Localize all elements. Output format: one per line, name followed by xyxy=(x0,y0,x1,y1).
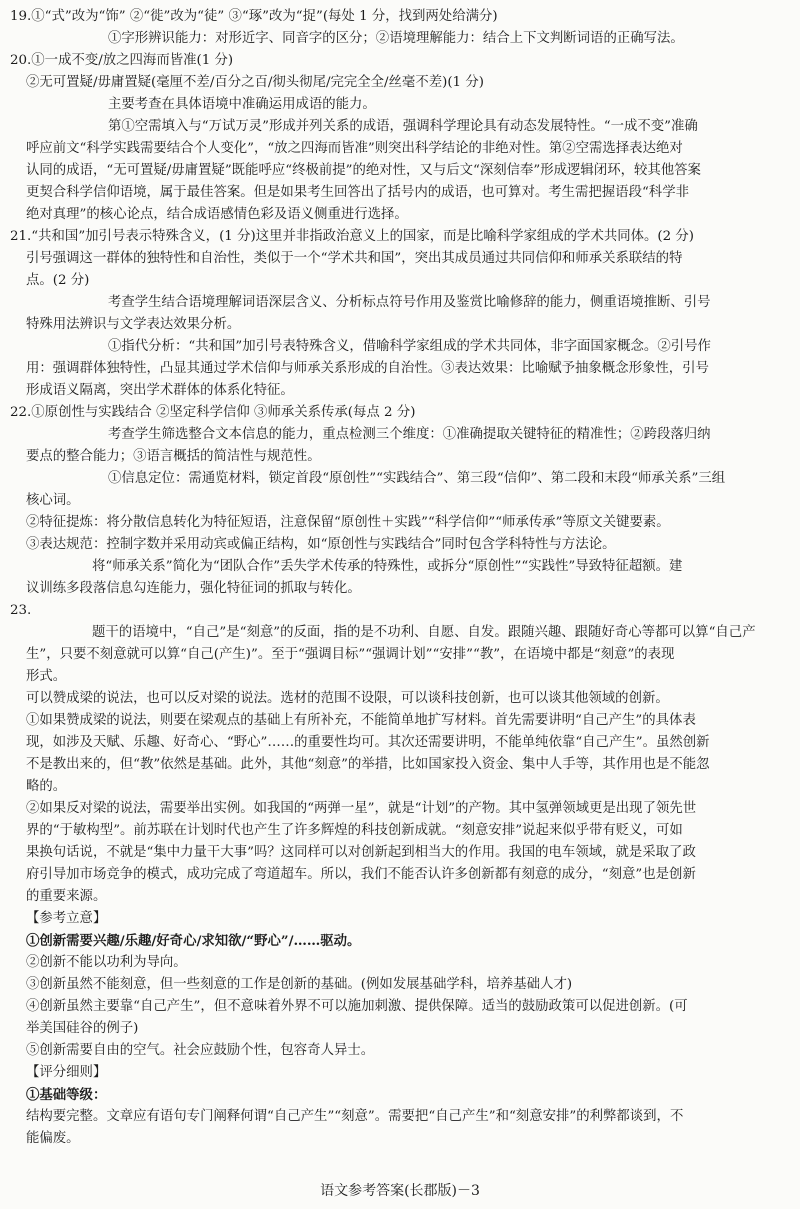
text-line: 要点的整合能力；③语言概括的简洁性与规范性。 xyxy=(26,449,321,464)
text-line: 举美国硅谷的例子) xyxy=(26,1021,139,1036)
text-line: 第①空需填入与“万试万灵”形成并列关系的成语，强调科学理论具有动态发展特性。“一成不变”准确 xyxy=(108,119,698,134)
text-line: ⑤创新需要自由的空气。社会应鼓励个性，包容奇人异士。 xyxy=(26,1043,375,1058)
text-line: 议训练多段落信息勾连能力，强化特征词的抓取与转化。 xyxy=(26,581,361,596)
text-line: ②特征提炼：将分散信息转化为特征短语，注意保留“原创性＋实践”“科学信仰”“师承传承”等原文关键要素。 xyxy=(26,515,670,530)
text-line: ①字形辨识能力：对形近字、同音字的区分；②语境理解能力：结合上下文判断词语的正确写法。 xyxy=(108,31,684,46)
text-line: 更契合科学信仰语境，属于最佳答案。但是如果考生回答出了括号内的成语，也可算对。考生需把握语段“科学非 xyxy=(26,185,689,200)
text-line: 不是教出来的，但“教”依然是基础。此外，其他“刻意”的举措，比如国家投入资金、集中人手等，其作用也是不能忽 xyxy=(26,757,710,772)
text-line: 结构要完整。文章应有语句专门阐释何谓“自己产生”“刻意”。需要把“自己产生”和“刻意安排”的利弊都谈到，不 xyxy=(26,1109,684,1124)
text-line: 核心词。 xyxy=(26,493,80,508)
text-line: 引号强调这一群体的独特性和自治性，类似于一个“学术共和国”，突出其成员通过共同信仰和师承关系联结的特 xyxy=(26,251,683,266)
text-line: 能偏废。 xyxy=(26,1131,80,1146)
text-line: 23. xyxy=(10,603,32,618)
text-line: ①如果赞成梁的说法，则要在梁观点的基础上有所补充，不能简单地扩写材料。首先需要讲明“自己产生”的具体表 xyxy=(26,713,696,728)
text-line: ①指代分析：“共和国”加引号表特殊含义，借喻科学家组成的学术共同体，非字面国家概念。②引号作 xyxy=(108,339,711,354)
text-line: 果换句话说，不就是“集中力量干大事”吗？这同样可以对创新起到相当大的作用。我国的电车领域，就是采取了政 xyxy=(26,845,696,860)
text-line: ②创新不能以功利为导向。 xyxy=(26,955,187,970)
text-line: 点。(2 分) xyxy=(26,273,90,288)
text-line: 将“师承关系”简化为“团队合作”丢失学术传承的特殊性，或拆分“原创性”“实践性”导致特征超额。建 xyxy=(92,559,683,574)
text-line: 绝对真理”的核心论点，结合成语感情色彩及语义侧重进行选择。 xyxy=(26,207,408,222)
text-line: 略的。 xyxy=(26,779,67,794)
text-line: ②无可置疑/毋庸置疑(毫厘不差/百分之百/彻头彻尾/完完全全/丝毫不差)(1 分) xyxy=(26,75,484,90)
text-line: 呼应前文“科学实践需要结合个人变化”，“放之四海而皆准”则突出科学结论的非绝对性。第②空需选择表达绝对 xyxy=(26,141,683,156)
text-line: 的重要来源。 xyxy=(26,889,107,904)
section-heading: ①创新需要兴趣/乐趣/好奇心/求知欲/“野心”/……驱动。 xyxy=(26,933,361,949)
text-line: 府引导加市场竞争的模式，成功完成了弯道超车。所以，我们不能否认许多创新都有刻意的成分，“刻意”也是创新 xyxy=(26,867,696,882)
text-line: 主要考查在具体语境中准确运用成语的能力。 xyxy=(108,97,376,112)
text-line: 特殊用法辨识与文学表达效果分析。 xyxy=(26,317,241,332)
text-line: ①信息定位：需通览材料，锁定首段“原创性”“实践结合”、第三段“信仰”、第二段和末段“师承关系”三组 xyxy=(108,471,726,486)
section-heading: ①基础等级： xyxy=(26,1087,107,1103)
text-line: 22.①原创性与实践结合 ②坚定科学信仰 ③师承关系传承(每点 2 分) xyxy=(10,405,416,420)
text-line: 现，如涉及天赋、乐趣、好奇心、“野心”……的重要性均可。其次还需要讲明，不能单纯依靠“自己产生”。虽然创新 xyxy=(26,735,710,750)
text-line: ③表达规范：控制字数并采用动宾或偏正结构，如“原创性与实践结合”同时包含学科特性与方法论。 xyxy=(26,537,616,552)
text-line: ④创新虽然主要靠“自己产生”，但不意味着外界不可以施加刺激、提供保障。适当的鼓励政策可以促进创新。(可 xyxy=(26,999,688,1014)
text-line: 21.“共和国”加引号表示特殊含义，(1 分)这里并非指政治意义上的国家，而是比喻科学家组成的学术共同体。(2 分) xyxy=(10,229,695,244)
text-line: 19.①“式”改为“饰” ②“徙”改为“徒” ③“琢”改为“捉”(每处 1 分，找到两处给满分) xyxy=(10,9,498,24)
text-line: 形式。 xyxy=(26,669,67,684)
page-footer: 语文参考答案(长郡版)－3 xyxy=(320,1183,480,1199)
text-line: 界的“于敏构型”。前苏联在计划时代也产生了许多辉煌的科技创新成就。“刻意安排”说起来似乎带有贬义，可如 xyxy=(26,823,683,838)
text-line: 20.①一成不变/放之四海而皆准(1 分) xyxy=(10,53,234,68)
text-line: 【评分细则】 xyxy=(26,1065,107,1080)
text-line: 用：强调群体独特性，凸显其通过学术信仰与师承关系形成的自治性。③表达效果：比喻赋予抽象概念形象性，引号 xyxy=(26,361,709,376)
text-line: 认同的成语，“无可置疑/毋庸置疑”既能呼应“终极前提”的绝对性，又与后文“深刻信奉”形成逻辑闭环，较其他答案 xyxy=(26,163,701,178)
text-line: 形成语义隔离，突出学术群体的体系化特征。 xyxy=(26,383,294,398)
text-line: 题干的语境中，“自己”是“刻意”的反面，指的是不功利、自愿、自发。跟随兴趣、跟随好奇心等都可以算“自己产 xyxy=(92,625,756,640)
text-line: ②如果反对梁的说法，需要举出实例。如我国的“两弹一星”，就是“计划”的产物。其中氢弹领域更是出现了领先世 xyxy=(26,801,697,816)
text-line: 【参考立意】 xyxy=(26,911,107,926)
text-line: 考查学生筛选整合文本信息的能力，重点检测三个维度：①准确提取关键特征的精准性；②跨段落归纳 xyxy=(108,427,711,442)
text-line: ③创新虽然不能刻意，但一些刻意的工作是创新的基础。(例如发展基础学科，培养基础人才) xyxy=(26,977,573,992)
text-line: 可以赞成梁的说法，也可以反对梁的说法。选材的范围不设限，可以谈科技创新，也可以谈其他领域的创新。 xyxy=(26,691,669,706)
text-line: 生”，只要不刻意就可以算“自己(产生)”。至于“强调目标”“强调计划”“安排”“教”，在语境中都是“刻意”的表现 xyxy=(26,647,675,662)
text-line: 考查学生结合语境理解词语深层含义、分析标点符号作用及鉴赏比喻修辞的能力，侧重语境推断、引号 xyxy=(108,295,711,310)
